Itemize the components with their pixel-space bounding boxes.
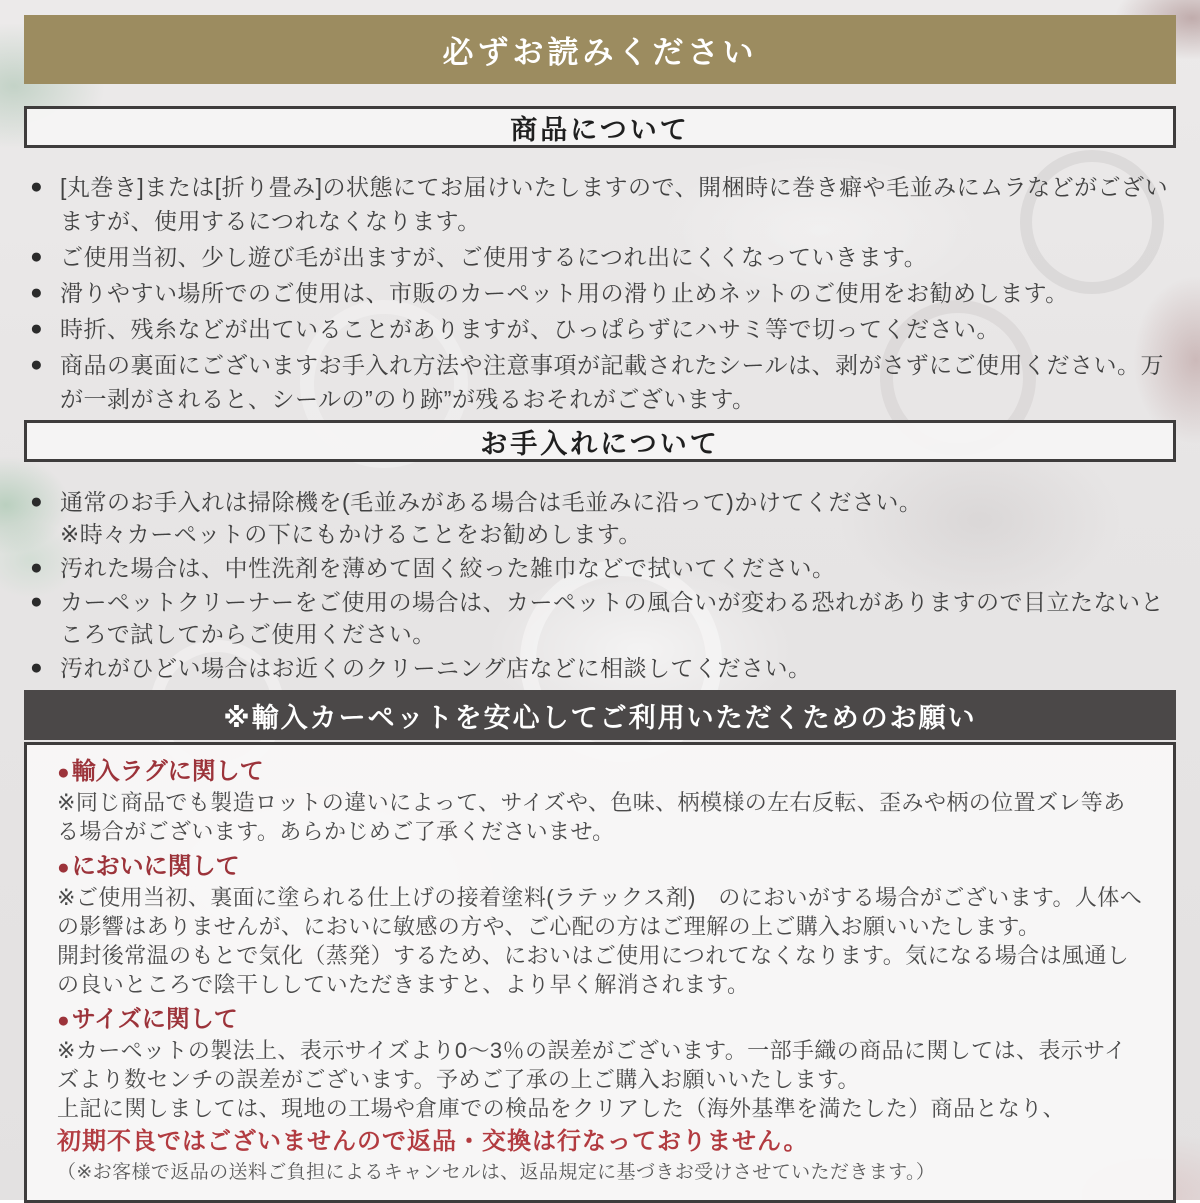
import-notice-title: ※輸入カーペットを安心してご利用いただくためのお願い: [223, 702, 977, 733]
section-header-product: [24, 106, 1176, 148]
list-item-text: 滑りやすい場所でのご使用は、市販のカーペット用の滑り止めネットのご使用をお勧めします。: [60, 280, 1069, 306]
list-item: [30, 486, 1170, 550]
list-item: [30, 586, 1170, 650]
bullet-icon: ●: [30, 317, 43, 340]
care-notes-list: [24, 486, 1176, 684]
notice-paragraph: 上記に関しましては、現地の工場や倉庫での検品をクリアした（海外基準を満たした）商品となり、: [57, 1096, 1066, 1121]
list-item-line: 通常のお手入れは掃除機を(毛並みがある場合は毛並みに沿って)かけてください。: [60, 489, 923, 515]
list-item-note: ※時々カーペットの下にもかけることをお勧めします。: [60, 521, 642, 547]
return-policy-footnote: （※お客様で返品の送料ご負担によるキャンセルは、返品規定に基づきお受けさせていただきます。）: [57, 1162, 936, 1183]
bullet-icon: ●: [30, 656, 43, 679]
main-title-banner: [24, 15, 1176, 84]
notice-paragraph: 開封後常温のもとで気化（蒸発）するため、においはご使用につれてなくなります。気になる場合は風通しの良いところで陰干ししていただきますと、より早く解消されます。: [57, 943, 1130, 997]
list-item-text: カーペットクリーナーをご使用の場合は、カーペットの風合いが変わる恐れがありますので目立たないところで試してからご使用ください。: [60, 589, 1165, 647]
list-item-text: ご使用当初、少し遊び毛が出ますが、ご使用するにつれ出にくくなっていきます。: [60, 244, 928, 270]
list-item-text: 汚れがひどい場合はお近くのクリーニング店などに相談してください。: [60, 655, 812, 681]
notice-group-size: [57, 1005, 1145, 1123]
notice-paragraph: ※同じ商品でも製造ロットの違いによって、サイズや、色味、柄模様の左右反転、歪みや柄の位置ズレ等ある場合がございます。あらかじめご了承くださいませ。: [57, 790, 1126, 844]
notice-group-heading-text: 輸入ラグに関して: [71, 758, 264, 785]
notice-group-heading: [57, 1005, 1145, 1036]
red-bullet-icon: ●: [57, 856, 70, 879]
main-title: 必ずお読みください: [442, 35, 758, 70]
section-header-care: [24, 420, 1176, 462]
list-item: [30, 240, 1170, 274]
notice-paragraph: ※カーペットの製法上、表示サイズより0～3％の誤差がございます。一部手織の商品に関しては、表示サイズより数センチの誤差がございます。予めご了承の上ご購入お願いいたします。: [57, 1038, 1127, 1092]
import-notice-banner: [24, 690, 1176, 740]
list-item-text: [60, 486, 1170, 550]
list-item-text: 汚れた場合は、中性洗剤を薄めて固く絞った雑巾などで拭いてください。: [60, 555, 836, 581]
bullet-icon: ●: [30, 590, 43, 613]
import-notice-box: [24, 742, 1176, 1203]
notice-group-heading: [57, 852, 1145, 883]
bullet-icon: ●: [30, 556, 43, 579]
red-bullet-icon: ●: [57, 1009, 70, 1032]
notice-paragraph: ※ご使用当初、裏面に塗られる仕上げの接着塗料(ラテックス剤) のにおいがする場合がございます。人体への影響はありませんが、においに敏感の方や、ご心配の方はご理解の上ご購入お願いいたします。: [57, 885, 1143, 939]
notice-group-heading: [57, 757, 1145, 788]
list-item: [30, 276, 1170, 310]
section-title-product: 商品について: [510, 114, 690, 145]
bullet-icon: ●: [30, 490, 43, 513]
bullet-icon: ●: [30, 245, 43, 268]
list-item: [30, 312, 1170, 346]
product-notes-list: [24, 170, 1176, 416]
notice-group-rug: [57, 757, 1145, 846]
list-item: [30, 552, 1170, 584]
bullet-icon: ●: [30, 175, 43, 198]
list-item: [30, 348, 1170, 416]
notice-group-smell: [57, 852, 1145, 999]
list-item-text: [丸巻き]または[折り畳み]の状態にてお届けいたしますので、開梱時に巻き癖や毛並みにムラなどがございますが、使用するにつれなくなります。: [60, 174, 1169, 234]
list-item: [30, 170, 1170, 238]
list-item-text: 時折、残糸などが出ていることがありますが、ひっぱらずにハサミ等で切ってください。: [60, 316, 1000, 342]
notice-group-heading-text: サイズに関して: [71, 1006, 238, 1033]
notice-group-heading-text: においに関して: [71, 853, 240, 880]
bullet-icon: ●: [30, 281, 43, 304]
bullet-icon: ●: [30, 353, 43, 376]
no-return-emphasis-text: 初期不良ではございませんので返品・交換は行なっておりません。: [57, 1128, 809, 1155]
list-item-text: 商品の裏面にございますお手入れ方法や注意事項が記載されたシールは、剥がさずにご使用ください。万が一剥がされると、シールの”のり跡”が残るおそれがございます。: [60, 352, 1165, 412]
red-bullet-icon: ●: [57, 761, 70, 784]
section-title-care: お手入れについて: [480, 428, 720, 459]
list-item: [30, 652, 1170, 684]
